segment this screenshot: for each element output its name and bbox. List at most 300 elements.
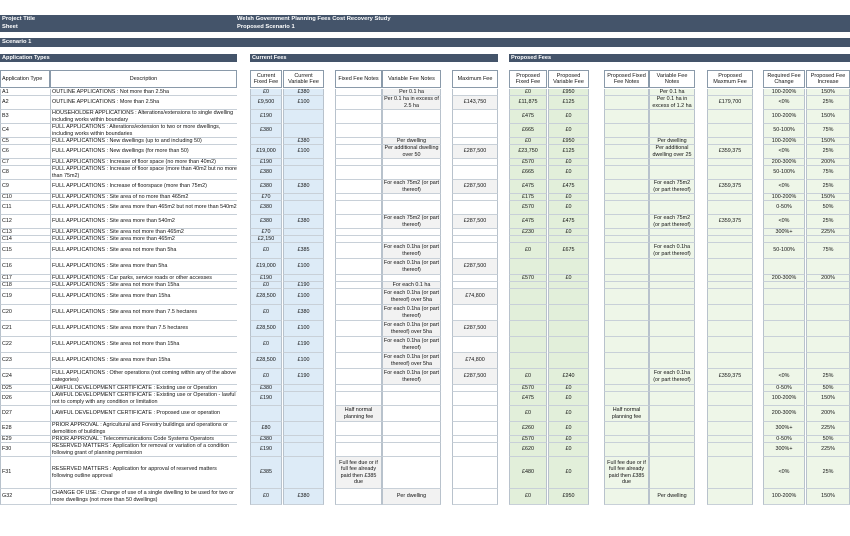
application-type-cell[interactable]: C22 [0,337,50,353]
fee-cell-pm[interactable] [707,337,753,353]
fee-cell-mx[interactable] [452,229,498,236]
fee-cell-mx[interactable] [452,337,498,353]
description-cell[interactable]: FULL APPLICATIONS : Increase of floor space (no more than 40m2) [50,159,237,166]
fee-cell-vn[interactable] [382,236,441,243]
fee-cell-cf[interactable]: £380 [250,180,282,194]
fee-cell-pvn[interactable] [649,201,695,215]
fee-cell-cf[interactable]: £70 [250,229,282,236]
fee-cell-vn[interactable]: For each 0.1ha (or part thereof) [382,259,441,275]
fee-cell-cv[interactable]: £380 [283,180,324,194]
fee-cell-cv[interactable] [283,201,324,215]
fee-cell-pv[interactable] [548,289,589,305]
application-type-cell[interactable]: C23 [0,353,50,369]
fee-cell-mx[interactable] [452,236,498,243]
fee-cell-pi[interactable]: 75% [806,124,850,138]
fee-cell-cv[interactable] [283,194,324,201]
fee-cell-pf[interactable] [509,353,547,369]
description-cell[interactable]: FULL APPLICATIONS : New dwellings (up to and including 50) [50,138,237,145]
fee-cell-vn[interactable] [382,422,441,436]
fee-cell-fn[interactable] [335,138,382,145]
description-cell[interactable]: FULL APPLICATIONS : Site area more than 7.5 hectares [50,321,237,337]
fee-cell-cf[interactable]: £0 [250,337,282,353]
fee-cell-rc[interactable]: 200-300% [763,159,805,166]
application-type-cell[interactable]: C20 [0,305,50,321]
fee-cell-pf[interactable]: £570 [509,385,547,392]
fee-cell-pvn[interactable]: For each 0.1ha (or part thereof) [649,243,695,259]
fee-cell-cv[interactable]: £380 [283,305,324,321]
fee-cell-cf[interactable]: £0 [250,243,282,259]
fee-cell-pf[interactable]: £0 [509,369,547,385]
fee-cell-mx[interactable]: £287,500 [452,321,498,337]
fee-cell-pm[interactable] [707,166,753,180]
fee-cell-pm[interactable] [707,392,753,406]
fee-cell-pf[interactable] [509,321,547,337]
fee-cell-rc[interactable]: 100-200% [763,89,805,96]
fee-cell-pi[interactable]: 200% [806,406,850,422]
fee-cell-pv[interactable]: £0 [548,406,589,422]
fee-cell-cf[interactable]: £80 [250,422,282,436]
fee-cell-pi[interactable] [806,321,850,337]
fee-cell-cv[interactable] [283,275,324,282]
fee-cell-mx[interactable] [452,406,498,422]
fee-cell-pi[interactable] [806,289,850,305]
fee-cell-pf[interactable]: £0 [509,489,547,505]
application-type-cell[interactable]: C17 [0,275,50,282]
fee-cell-vn[interactable] [382,457,441,489]
fee-cell-fn[interactable] [335,166,382,180]
fee-cell-pm[interactable] [707,321,753,337]
fee-cell-pf[interactable]: £475 [509,110,547,124]
fee-cell-cv[interactable]: £190 [283,337,324,353]
fee-cell-fn[interactable] [335,194,382,201]
fee-cell-pfn[interactable] [604,201,649,215]
fee-cell-pf[interactable]: £230 [509,229,547,236]
fee-cell-cv[interactable]: £380 [283,89,324,96]
fee-cell-vn[interactable]: Per dwelling [382,489,441,505]
fee-cell-fn[interactable]: Full fee due or if full fee already paid then £385 due [335,457,382,489]
fee-cell-vn[interactable]: For each 0.1ha (or part thereof) [382,337,441,353]
fee-cell-pi[interactable]: 25% [806,180,850,194]
fee-cell-pvn[interactable] [649,275,695,282]
fee-cell-vn[interactable] [382,392,441,406]
application-type-cell[interactable]: C12 [0,215,50,229]
fee-cell-pi[interactable]: 225% [806,422,850,436]
fee-cell-cf[interactable]: £190 [250,275,282,282]
fee-cell-mx[interactable] [452,275,498,282]
fee-cell-vn[interactable]: For each 0.1ha (or part thereof) over 5ha [382,321,441,337]
fee-cell-pfn[interactable] [604,353,649,369]
fee-cell-pvn[interactable] [649,110,695,124]
fee-cell-pf[interactable]: £665 [509,166,547,180]
fee-cell-mx[interactable]: £287,500 [452,259,498,275]
fee-cell-mx[interactable] [452,392,498,406]
fee-cell-mx[interactable]: £287,500 [452,145,498,159]
fee-cell-vn[interactable] [382,159,441,166]
description-cell[interactable]: FULL APPLICATIONS : Site area more than 465m2 [50,236,237,243]
fee-cell-pi[interactable]: 200% [806,159,850,166]
fee-cell-cv[interactable]: £100 [283,145,324,159]
fee-cell-vn[interactable] [382,436,441,443]
fee-cell-pf[interactable]: £620 [509,443,547,457]
fee-cell-pf[interactable] [509,282,547,289]
fee-cell-cv[interactable]: £100 [283,259,324,275]
fee-cell-pvn[interactable]: For each 0.1ha (or part thereof) [649,369,695,385]
fee-cell-rc[interactable]: 300%+ [763,443,805,457]
fee-cell-pvn[interactable] [649,422,695,436]
fee-cell-cf[interactable]: £0 [250,89,282,96]
fee-cell-pi[interactable]: 50% [806,385,850,392]
fee-cell-pf[interactable]: £475 [509,180,547,194]
fee-cell-mx[interactable] [452,159,498,166]
fee-cell-fn[interactable]: Half normal planning fee [335,406,382,422]
fee-cell-cv[interactable] [283,436,324,443]
fee-cell-pi[interactable]: 50% [806,201,850,215]
fee-cell-cf[interactable]: £190 [250,110,282,124]
fee-cell-pi[interactable]: 225% [806,443,850,457]
description-cell[interactable]: PRIOR APPROVAL : Agricultural and Forestry buildings and operations or demolition of buildings [50,422,237,436]
fee-cell-vn[interactable]: For each 0.1ha (or part thereof) [382,243,441,259]
fee-cell-pvn[interactable] [649,321,695,337]
fee-cell-pv[interactable]: £950 [548,489,589,505]
application-type-cell[interactable]: C14 [0,236,50,243]
fee-cell-cv[interactable]: £190 [283,282,324,289]
application-type-cell[interactable]: F30 [0,443,50,457]
fee-cell-pm[interactable] [707,385,753,392]
application-type-cell[interactable]: C9 [0,180,50,194]
fee-cell-cf[interactable]: £0 [250,282,282,289]
description-cell[interactable]: CHANGE OF USE : Change of use of a single dwelling to be used for two or more dwellings (not more than 50 dwellings) [50,489,237,505]
fee-cell-pm[interactable] [707,229,753,236]
fee-cell-pfn[interactable] [604,110,649,124]
fee-cell-pm[interactable] [707,259,753,275]
fee-cell-mx[interactable]: £287,500 [452,180,498,194]
fee-cell-pvn[interactable] [649,289,695,305]
fee-cell-pfn[interactable] [604,282,649,289]
fee-cell-pm[interactable]: £359,375 [707,215,753,229]
fee-cell-vn[interactable] [382,110,441,124]
fee-cell-pv[interactable]: £0 [548,443,589,457]
fee-cell-pfn[interactable] [604,96,649,110]
fee-cell-rc[interactable]: 100-200% [763,392,805,406]
fee-cell-cf[interactable]: £70 [250,194,282,201]
fee-cell-pm[interactable] [707,243,753,259]
fee-cell-cf[interactable]: £19,000 [250,259,282,275]
fee-cell-pfn[interactable] [604,215,649,229]
fee-cell-pfn[interactable] [604,275,649,282]
fee-cell-vn[interactable]: For each 0.1ha (or part thereof) over 5ha [382,353,441,369]
application-type-cell[interactable]: C8 [0,166,50,180]
fee-cell-pfn[interactable] [604,321,649,337]
fee-cell-mx[interactable] [452,194,498,201]
fee-cell-cv[interactable] [283,166,324,180]
fee-cell-pv[interactable]: £0 [548,275,589,282]
fee-cell-vn[interactable]: For each 0.1ha (or part thereof) [382,369,441,385]
description-cell[interactable]: FULL APPLICATIONS : Increase of floor space (more than 40m2 but no more than 75m2) [52,166,237,179]
fee-cell-pm[interactable] [707,201,753,215]
fee-cell-pi[interactable]: 150% [806,194,850,201]
fee-cell-pvn[interactable]: Per 0.1 ha in excess of 1.2 ha [649,96,695,110]
fee-cell-pv[interactable] [548,305,589,321]
fee-cell-fn[interactable] [335,180,382,194]
fee-cell-fn[interactable] [335,243,382,259]
fee-cell-rc[interactable]: 0-50% [763,201,805,215]
fee-cell-vn[interactable] [382,201,441,215]
fee-cell-pvn[interactable] [649,457,695,489]
fee-cell-fn[interactable] [335,305,382,321]
description-cell[interactable]: FULL APPLICATIONS : Increase of floorspace (more than 75m2) [50,180,237,194]
application-type-cell[interactable]: C18 [0,282,50,289]
fee-cell-rc[interactable]: 100-200% [763,489,805,505]
description-cell[interactable]: FULL APPLICATIONS : Site area more than 15ha [50,289,237,305]
application-type-cell[interactable]: C7 [0,159,50,166]
fee-cell-pfn[interactable] [604,194,649,201]
fee-cell-pm[interactable] [707,289,753,305]
fee-cell-mx[interactable] [452,305,498,321]
fee-cell-pvn[interactable] [649,194,695,201]
fee-cell-cf[interactable]: £380 [250,436,282,443]
application-type-cell[interactable]: A1 [0,89,50,96]
fee-cell-vn[interactable] [382,385,441,392]
fee-cell-cf[interactable]: £0 [250,489,282,505]
fee-cell-pv[interactable]: £240 [548,369,589,385]
fee-cell-fn[interactable] [335,385,382,392]
fee-cell-pi[interactable]: 150% [806,138,850,145]
application-type-cell[interactable]: C21 [0,321,50,337]
fee-cell-pf[interactable] [509,337,547,353]
fee-cell-mx[interactable] [452,385,498,392]
fee-cell-pm[interactable] [707,436,753,443]
fee-cell-pi[interactable]: 50% [806,436,850,443]
fee-cell-fn[interactable] [335,96,382,110]
fee-cell-rc[interactable]: 300%+ [763,422,805,436]
fee-cell-pf[interactable] [509,289,547,305]
fee-cell-pfn[interactable] [604,436,649,443]
application-type-cell[interactable]: F31 [0,457,50,489]
description-cell[interactable]: RESERVED MATTERS : Application for approval of reserved matters following outline approval [50,457,237,489]
fee-cell-vn[interactable] [382,443,441,457]
fee-cell-cv[interactable]: £100 [283,321,324,337]
fee-cell-cf[interactable]: £28,500 [250,353,282,369]
fee-cell-pfn[interactable] [604,305,649,321]
fee-cell-pvn[interactable] [649,385,695,392]
fee-cell-cf[interactable]: £0 [250,369,282,385]
fee-cell-rc[interactable]: 200-300% [763,406,805,422]
fee-cell-vn[interactable]: For each 0.1 ha [382,282,441,289]
fee-cell-pfn[interactable] [604,138,649,145]
description-cell[interactable]: FULL APPLICATIONS : New dwellings (for more than 50) [50,145,237,159]
fee-cell-pvn[interactable] [649,159,695,166]
fee-cell-fn[interactable] [335,422,382,436]
fee-cell-pfn[interactable] [604,385,649,392]
fee-cell-vn[interactable] [382,194,441,201]
fee-cell-pfn[interactable] [604,489,649,505]
fee-cell-pf[interactable]: £23,750 [509,145,547,159]
fee-cell-fn[interactable] [335,392,382,406]
fee-cell-pvn[interactable]: For each 75m2 (or part thereof) [649,180,695,194]
fee-cell-cv[interactable] [283,236,324,243]
fee-cell-pv[interactable] [548,337,589,353]
fee-cell-pv[interactable]: £475 [548,180,589,194]
application-type-cell[interactable]: C5 [0,138,50,145]
fee-cell-pf[interactable]: £475 [509,392,547,406]
fee-cell-pfn[interactable] [604,145,649,159]
description-cell[interactable]: FULL APPLICATIONS : Site area not more than 7.5 hectares [50,305,237,321]
fee-cell-pf[interactable]: £475 [509,215,547,229]
fee-cell-cv[interactable] [283,229,324,236]
fee-cell-rc[interactable]: <0% [763,369,805,385]
description-cell[interactable]: OUTLINE APPLICATIONS : More than 2.5ha [50,96,237,110]
fee-cell-cf[interactable]: £190 [250,443,282,457]
fee-cell-pf[interactable]: £260 [509,422,547,436]
fee-cell-vn[interactable]: For each 0.1ha (or part thereof) over 5ha [382,289,441,305]
fee-cell-rc[interactable]: 100-200% [763,138,805,145]
fee-cell-pm[interactable] [707,443,753,457]
fee-cell-vn[interactable]: Per additional dwelling over 50 [382,145,441,159]
fee-cell-fn[interactable] [335,124,382,138]
fee-cell-rc[interactable]: 0-50% [763,385,805,392]
fee-cell-pi[interactable]: 150% [806,89,850,96]
description-cell[interactable]: RESERVED MATTERS : Application for removal or variation of a condition following grant of planning permission [50,443,237,457]
application-type-cell[interactable]: C11 [0,201,50,215]
application-type-cell[interactable]: B3 [0,110,50,124]
fee-cell-pf[interactable] [509,259,547,275]
fee-cell-pm[interactable] [707,138,753,145]
fee-cell-pvn[interactable]: Per dwelling [649,138,695,145]
fee-cell-fn[interactable] [335,443,382,457]
description-cell[interactable]: FULL APPLICATIONS : Site area not more than 465m2 [50,229,237,236]
fee-cell-rc[interactable]: 300%+ [763,229,805,236]
fee-cell-pf[interactable]: £480 [509,457,547,489]
fee-cell-pf[interactable]: £570 [509,159,547,166]
fee-cell-cf[interactable]: £385 [250,457,282,489]
fee-cell-pfn[interactable] [604,289,649,305]
fee-cell-pi[interactable]: 150% [806,489,850,505]
fee-cell-pf[interactable]: £0 [509,406,547,422]
fee-cell-pi[interactable] [806,305,850,321]
fee-cell-mx[interactable] [452,201,498,215]
fee-cell-pf[interactable]: £0 [509,89,547,96]
fee-cell-pi[interactable]: 200% [806,275,850,282]
fee-cell-pv[interactable]: £0 [548,422,589,436]
fee-cell-mx[interactable]: £74,800 [452,289,498,305]
description-cell[interactable]: FULL APPLICATIONS : Car parks, service roads or other accesses [50,275,237,282]
fee-cell-pm[interactable] [707,275,753,282]
application-type-cell[interactable]: C13 [0,229,50,236]
description-cell[interactable]: PRIOR APPROVAL : Telecommunications Code Systems Operators [50,436,237,443]
fee-cell-pi[interactable]: 75% [806,243,850,259]
fee-cell-mx[interactable]: £143,750 [452,96,498,110]
fee-cell-pvn[interactable] [649,236,695,243]
fee-cell-pv[interactable]: £0 [548,436,589,443]
fee-cell-pi[interactable] [806,259,850,275]
fee-cell-pv[interactable]: £0 [548,110,589,124]
fee-cell-pvn[interactable] [649,229,695,236]
application-type-cell[interactable]: C6 [0,145,50,159]
fee-cell-rc[interactable]: <0% [763,180,805,194]
fee-cell-fn[interactable] [335,89,382,96]
fee-cell-pv[interactable] [548,259,589,275]
fee-cell-pvn[interactable] [649,166,695,180]
fee-cell-pm[interactable] [707,422,753,436]
fee-cell-mx[interactable] [452,110,498,124]
fee-cell-pv[interactable]: £675 [548,243,589,259]
fee-cell-mx[interactable] [452,422,498,436]
fee-cell-pvn[interactable] [649,443,695,457]
fee-cell-pvn[interactable] [649,406,695,422]
description-cell[interactable]: LAWFUL DEVELOPMENT CERTIFICATE : Existing use or Operation - lawful not to comply with any condition or limitation [52,392,236,405]
fee-cell-pf[interactable]: £570 [509,436,547,443]
fee-cell-pi[interactable]: 150% [806,110,850,124]
fee-cell-pv[interactable]: £125 [548,96,589,110]
fee-cell-pm[interactable] [707,353,753,369]
fee-cell-rc[interactable] [763,259,805,275]
fee-cell-cf[interactable]: £380 [250,166,282,180]
application-type-cell[interactable]: E28 [0,422,50,436]
fee-cell-rc[interactable] [763,353,805,369]
fee-cell-mx[interactable]: £287,500 [452,369,498,385]
fee-cell-pfn[interactable] [604,259,649,275]
fee-cell-rc[interactable]: <0% [763,215,805,229]
description-cell[interactable]: FULL APPLICATIONS : Site area more than 5ha [50,259,237,275]
fee-cell-cf[interactable]: £19,000 [250,145,282,159]
fee-cell-fn[interactable] [335,201,382,215]
fee-cell-pm[interactable] [707,159,753,166]
fee-cell-rc[interactable] [763,236,805,243]
fee-cell-fn[interactable] [335,436,382,443]
fee-cell-fn[interactable] [335,489,382,505]
fee-cell-pfn[interactable] [604,422,649,436]
fee-cell-rc[interactable]: 50-100% [763,124,805,138]
application-type-cell[interactable]: D26 [0,392,50,406]
fee-cell-fn[interactable] [335,259,382,275]
fee-cell-fn[interactable] [335,215,382,229]
fee-cell-rc[interactable]: 200-300% [763,275,805,282]
fee-cell-pvn[interactable] [649,392,695,406]
fee-cell-cf[interactable]: £28,500 [250,289,282,305]
fee-cell-pvn[interactable] [649,124,695,138]
fee-cell-cv[interactable]: £190 [283,369,324,385]
fee-cell-pv[interactable]: £0 [548,159,589,166]
fee-cell-pm[interactable]: £359,375 [707,180,753,194]
fee-cell-mx[interactable] [452,243,498,259]
fee-cell-fn[interactable] [335,110,382,124]
fee-cell-mx[interactable] [452,89,498,96]
fee-cell-pi[interactable] [806,353,850,369]
fee-cell-cv[interactable] [283,110,324,124]
fee-cell-pv[interactable]: £0 [548,457,589,489]
fee-cell-fn[interactable] [335,369,382,385]
fee-cell-rc[interactable] [763,282,805,289]
fee-cell-cv[interactable]: £100 [283,353,324,369]
application-type-cell[interactable]: G32 [0,489,50,505]
fee-cell-pf[interactable]: £570 [509,275,547,282]
fee-cell-pm[interactable] [707,124,753,138]
fee-cell-pv[interactable] [548,236,589,243]
fee-cell-vn[interactable] [382,406,441,422]
fee-cell-pv[interactable]: £0 [548,166,589,180]
fee-cell-fn[interactable] [335,145,382,159]
fee-cell-pi[interactable]: 150% [806,392,850,406]
fee-cell-fn[interactable] [335,289,382,305]
fee-cell-pvn[interactable]: For each 75m2 (or part thereof) [649,215,695,229]
fee-cell-rc[interactable]: 0-50% [763,436,805,443]
fee-cell-vn[interactable]: For each 0.1ha (or part thereof) [382,305,441,321]
fee-cell-pm[interactable] [707,194,753,201]
fee-cell-pfn[interactable] [604,337,649,353]
fee-cell-pf[interactable] [509,236,547,243]
fee-cell-fn[interactable] [335,282,382,289]
fee-cell-cv[interactable] [283,385,324,392]
